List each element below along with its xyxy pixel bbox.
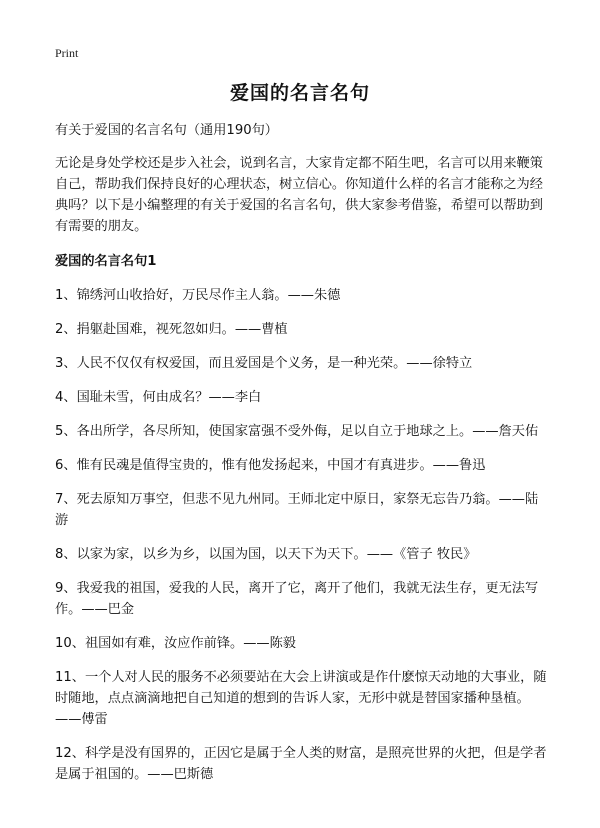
print-label[interactable]: Print: [55, 46, 79, 60]
quote-item: 6、惟有民魂是值得宝贵的，惟有他发扬起来，中国才有真进步。——鲁迅: [55, 458, 486, 473]
section-title: 爱国的名言名句1: [55, 254, 157, 269]
quote-item: 11、一个人对人民的服务不必须要站在大会上讲演或是作什麽惊天动地的大事业，随时随地，点点滴滴地把自己知道的想到的告诉人家，无形中就是替国家播种垦植。——傅雷: [55, 670, 547, 727]
quote-item: 8、以家为家，以乡为乡，以国为国，以天下为天下。——《管子 牧民》: [55, 547, 477, 562]
document-body: [55, 120, 550, 798]
quote-item: 5、各出所学，各尽所知，使国家富强不受外侮，足以自立于地球之上。——詹天佑: [55, 424, 539, 439]
quote-item: 3、人民不仅仅有权爱国，而且爱国是个义务，是一种光荣。——徐特立: [55, 356, 473, 371]
quote-item: 2、捐躯赴国难，视死忽如归。——曹植: [55, 322, 288, 337]
quote-item: 12、科学是没有国界的，正因它是属于全人类的财富，是照亮世界的火把，但是学者是属于祖国的。——巴斯德: [55, 746, 547, 782]
document-subtitle: 有关于爱国的名言名句（通用190句）: [55, 123, 278, 138]
quote-item: 1、锦绣河山收拾好，万民尽作主人翁。——朱德: [55, 288, 341, 303]
quote-item: 10、祖国如有难，汝应作前锋。——陈毅: [55, 636, 296, 651]
quote-item: 4、国耻未雪，何由成名？——李白: [55, 390, 262, 405]
quote-item: 9、我爱我的祖国，爱我的人民，离开了它，离开了他们，我就无法生存，更无法写作。——巴金: [55, 581, 539, 617]
page-title: 爱国的名言名句: [229, 82, 370, 104]
intro-paragraph: 无论是身处学校还是步入社会，说到名言，大家肯定都不陌生吧，名言可以用来鞭策自己，帮助我们保持良好的心理状态，树立信心。你知道什么样的名言才能称之为经典吗？以下是小编整理的有关于爱国的名言名句，供大家参考借鉴，希望可以帮助到有需要的朋友。: [55, 156, 543, 234]
quote-item: 7、死去原知万事空，但悲不见九州同。王师北定中原日，家祭无忘告乃翁。——陆游: [55, 492, 539, 528]
